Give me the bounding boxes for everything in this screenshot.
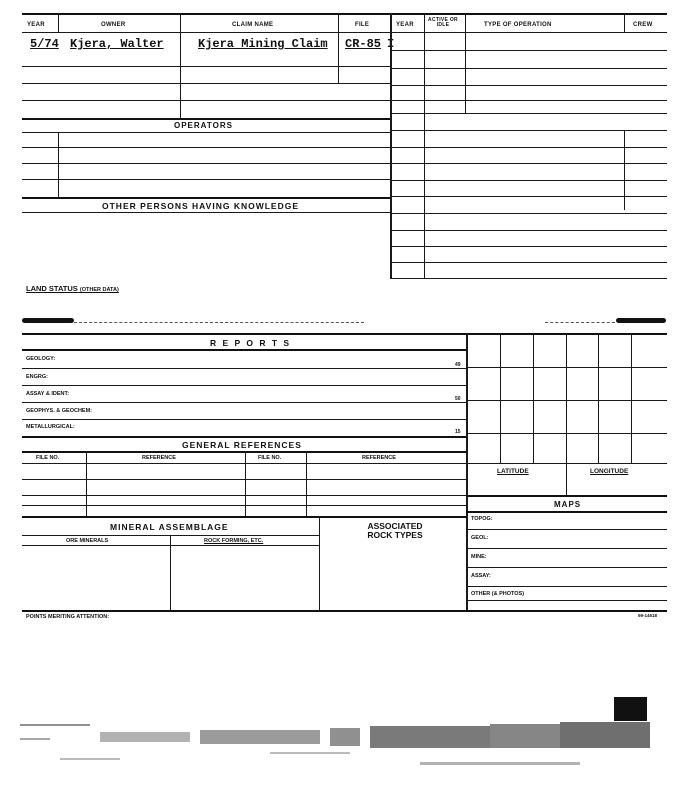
report-engrg: ENGRG: (26, 374, 48, 380)
ink-smudge (616, 318, 666, 323)
report-line (22, 368, 467, 369)
form-number: 59-14618 (638, 613, 658, 618)
report-line (22, 385, 467, 386)
header-file: FILE (355, 22, 370, 28)
divider (424, 13, 425, 278)
reports-title: R E P O R T S (210, 338, 292, 348)
report-metallurgical: METALLURGICAL: (26, 424, 75, 430)
divider (390, 13, 392, 278)
divider (58, 13, 59, 32)
associated-rock-types: ASSOCIATED ROCK TYPES (367, 521, 423, 540)
ref-header-reference-1: REFERENCE (142, 455, 176, 461)
other-persons-line (22, 212, 390, 213)
mineral-divider (170, 535, 171, 610)
grid-line (466, 400, 667, 401)
row-line (22, 100, 390, 101)
dotted-line (74, 322, 364, 323)
grid-line (533, 333, 534, 463)
ref-header-file-no-1: FILE NO. (36, 455, 60, 461)
report-line (22, 419, 467, 420)
dotted-line (545, 322, 615, 323)
act-line (390, 230, 667, 231)
act-line (390, 85, 667, 86)
row-file: CR-85 (345, 37, 382, 51)
map-mine: MINE: (471, 554, 487, 560)
operators-line (22, 179, 390, 180)
map-line (466, 548, 667, 549)
grid-line (466, 463, 667, 464)
longitude-label: LONGITUDE (590, 468, 629, 475)
operators-line (22, 132, 390, 133)
land-status-subtitle: (OTHER DATA) (79, 287, 119, 293)
divider (58, 132, 59, 197)
report-assay: ASSAY & IDENT: (26, 391, 70, 397)
divider (466, 333, 468, 610)
divider (465, 13, 466, 113)
map-line (466, 586, 667, 587)
act-line (390, 213, 667, 214)
row-year: 5/74 (30, 37, 59, 51)
ref-line (22, 479, 467, 480)
grid-line (598, 333, 599, 463)
header-owner: OWNER (101, 22, 126, 28)
divider (338, 13, 339, 83)
act-line (390, 246, 667, 247)
act-line (390, 147, 667, 148)
mineral-assemblage-title: MINERAL ASSEMBLAGE (110, 522, 229, 532)
report-metallurgical-num: 15 (455, 429, 461, 435)
form-top-border (22, 13, 667, 15)
report-geology: GEOLOGY: (26, 356, 56, 362)
map-geol: GEOL: (471, 535, 489, 541)
act-line (390, 100, 667, 101)
operators-title: OPERATORS (174, 121, 233, 130)
maps-header-line (466, 511, 667, 513)
map-line (466, 529, 667, 530)
grid-line (566, 333, 567, 495)
map-topog: TOPOG: (471, 516, 493, 522)
row-active-idle: I (387, 37, 395, 51)
row-line (22, 83, 390, 84)
header-act-year: YEAR (396, 22, 414, 28)
operators-line (22, 163, 390, 164)
scan-noise (20, 718, 670, 778)
reports-header-line (22, 349, 467, 351)
act-line (390, 68, 667, 69)
report-line (22, 436, 467, 438)
map-line (466, 567, 667, 568)
report-line (22, 402, 467, 403)
grid-line (500, 333, 501, 463)
form-header-border (22, 32, 667, 33)
row-line (22, 66, 390, 67)
report-geophys: GEOPHYS. & GEOCHEM: (26, 408, 93, 414)
map-other: OTHER (& PHOTOS) (471, 591, 525, 597)
grid-line (631, 333, 632, 463)
report-assay-num: 50 (455, 396, 461, 402)
ref-line (22, 505, 467, 506)
grid-line (466, 433, 667, 434)
act-line (390, 262, 667, 263)
ore-minerals-label: ORE MINERALS (66, 538, 109, 544)
header-claim-name: CLAIM NAME (232, 22, 274, 28)
ref-header-file-no-2: FILE NO. (258, 455, 282, 461)
latitude-label: LATITUDE (497, 468, 529, 475)
land-status-title: LAND STATUS (26, 284, 78, 293)
mineral-divider (319, 516, 320, 610)
divider (624, 130, 625, 210)
act-line (390, 278, 667, 279)
maps-top-border (466, 495, 667, 497)
row-owner: Kjera, Walter (70, 37, 164, 51)
grid-line (466, 367, 667, 368)
map-line (466, 600, 667, 601)
header-year: YEAR (27, 22, 45, 28)
reports-top-border (22, 333, 667, 335)
ref-bottom-line (22, 516, 467, 518)
header-active-idle: ACTIVE OR IDLE (428, 17, 458, 28)
ref-divider (245, 451, 246, 516)
general-references-title: GENERAL REFERENCES (182, 440, 302, 450)
header-crew: CREW (633, 22, 653, 28)
ref-divider (306, 451, 307, 516)
other-persons-title: OTHER PERSONS HAVING KNOWLEDGE (102, 201, 300, 211)
ref-divider (86, 451, 87, 516)
operators-line (22, 147, 390, 148)
act-line (390, 130, 667, 131)
maps-title: MAPS (554, 500, 582, 509)
ref-header-reference-2: REFERENCE (362, 455, 396, 461)
act-line (390, 113, 667, 114)
points-meriting-attention: POINTS MERITING ATTENTION: (26, 614, 110, 620)
ref-line (22, 495, 467, 496)
row-claim-name: Kjera Mining Claim (198, 37, 328, 51)
row-line (22, 118, 390, 120)
act-line (390, 50, 667, 51)
report-geology-num: 49 (455, 362, 461, 368)
act-line (390, 180, 667, 181)
operators-line (22, 197, 390, 199)
rock-forming-label: ROCK FORMING, ETC. (204, 538, 264, 544)
act-line (390, 163, 667, 164)
land-status-label (26, 284, 119, 293)
header-type-of-operation: TYPE OF OPERATION (484, 22, 552, 28)
act-line (390, 196, 667, 197)
ink-smudge (22, 318, 74, 323)
map-assay: ASSAY: (471, 573, 491, 579)
divider (624, 13, 625, 33)
form-bottom-border (22, 610, 667, 612)
